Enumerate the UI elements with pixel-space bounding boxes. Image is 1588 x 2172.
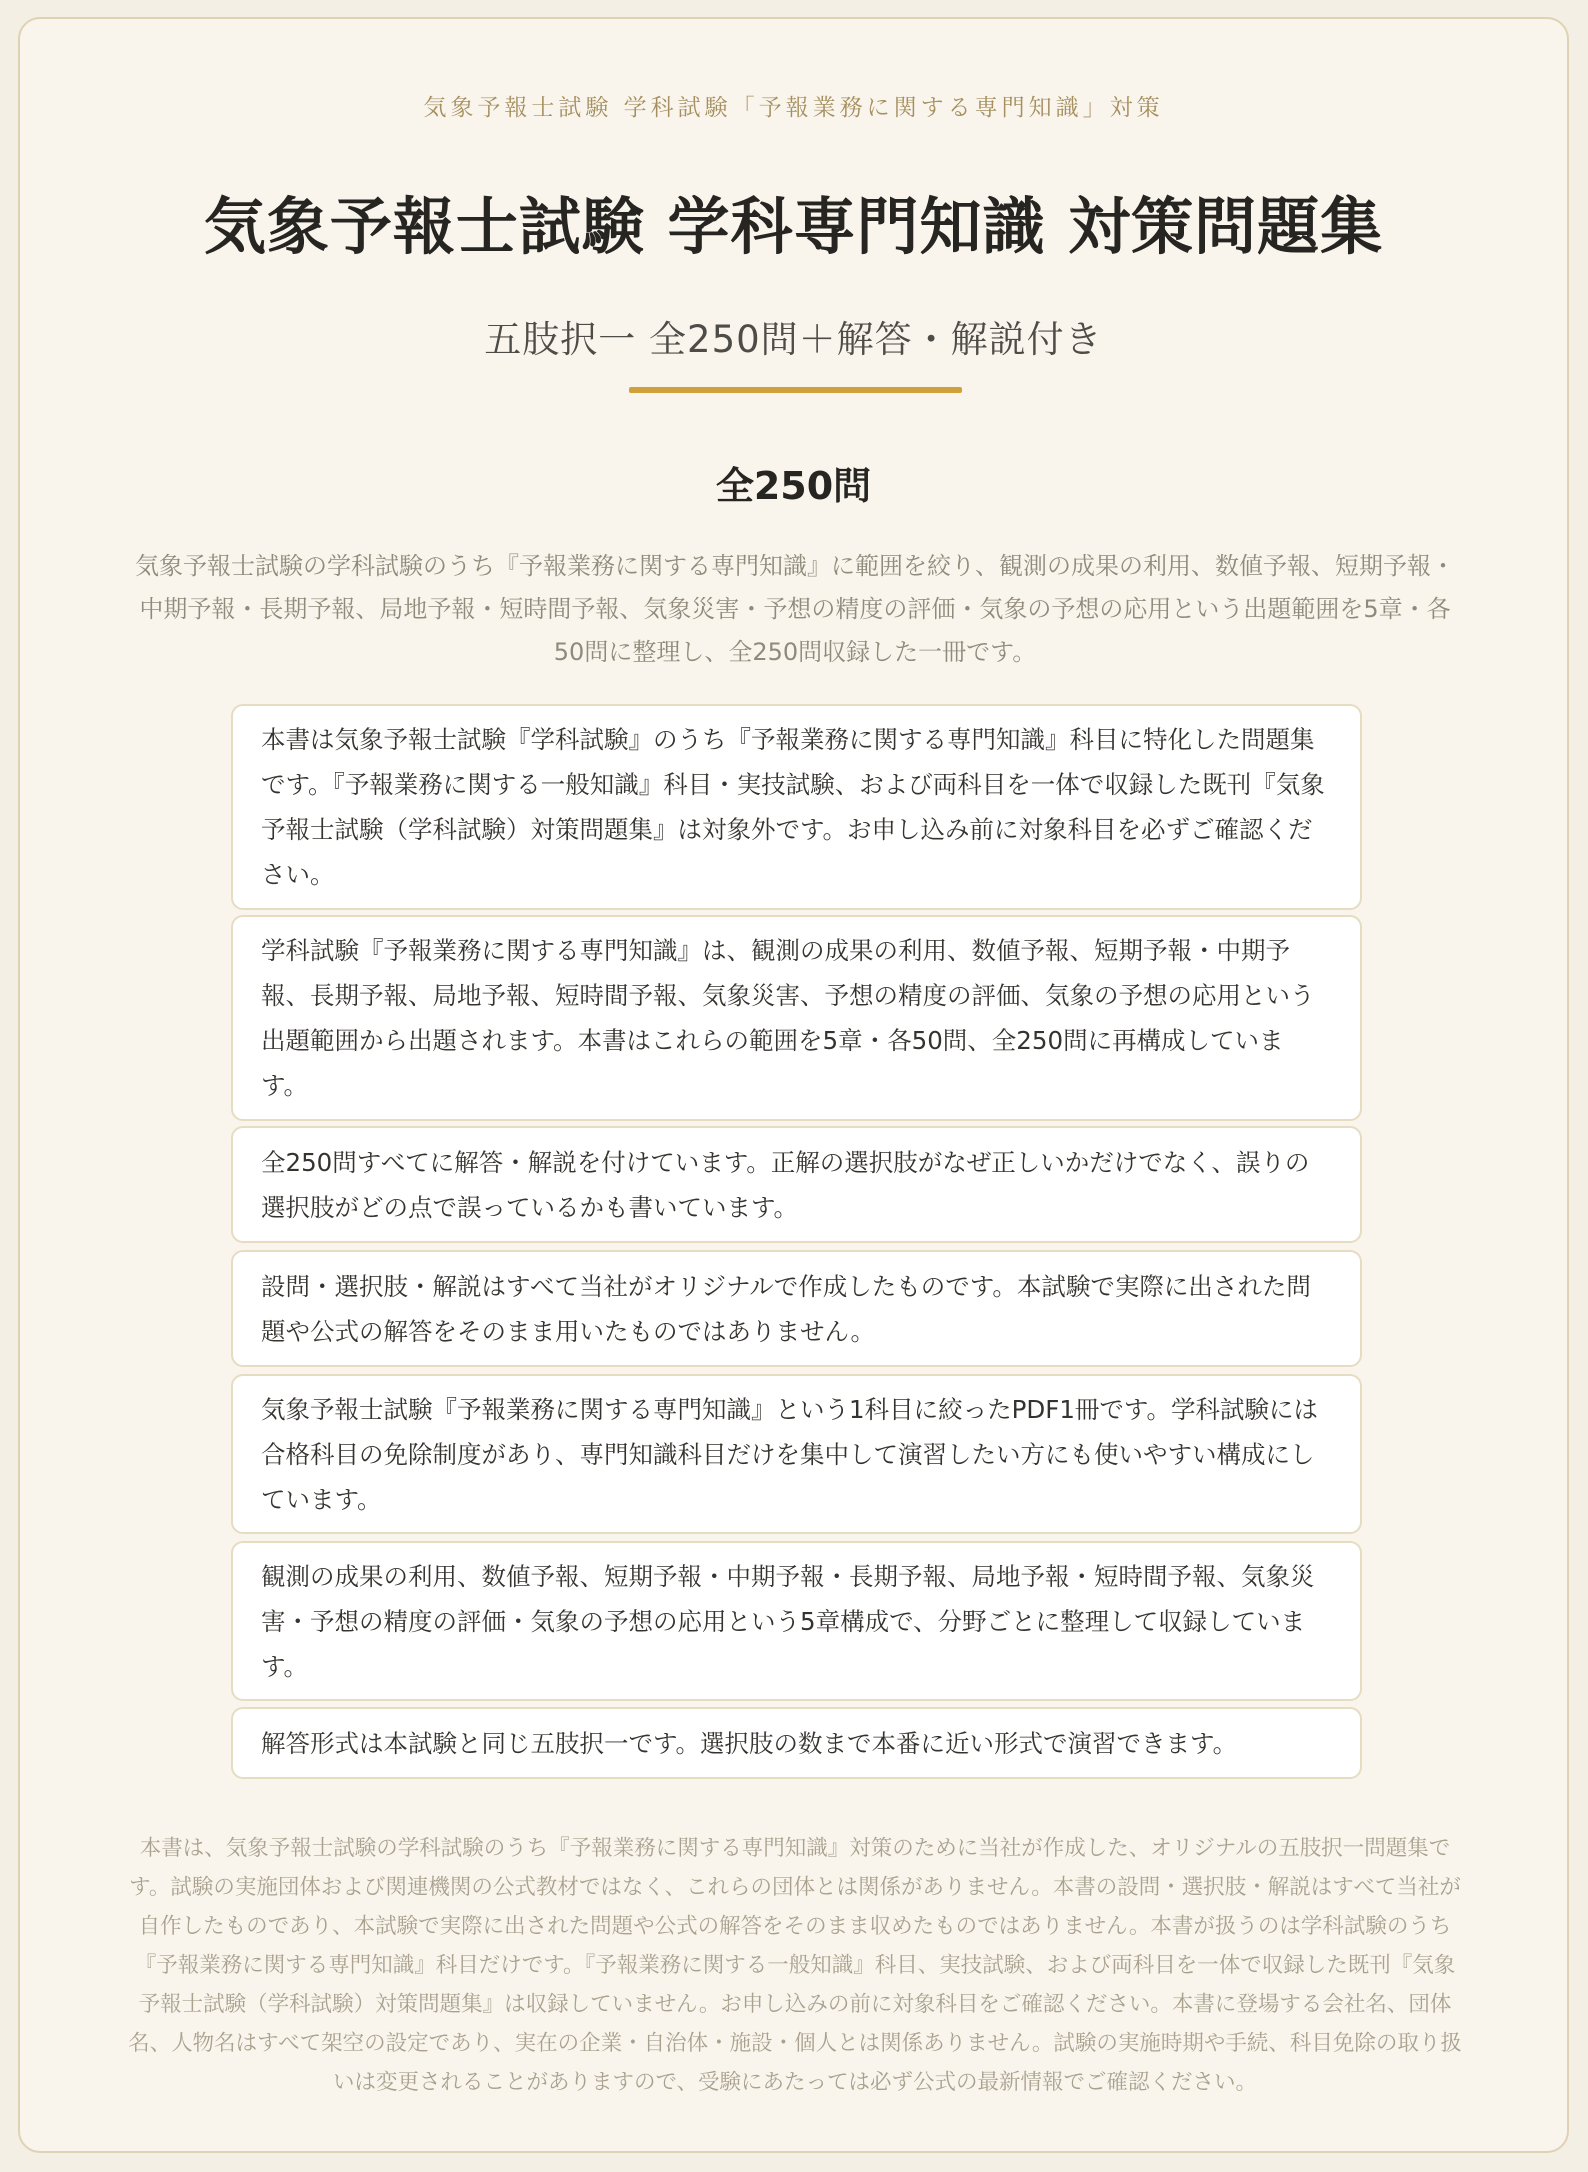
feature-card-exam-range xyxy=(231,915,1362,1121)
feature-card-answer-format xyxy=(231,1707,1362,1779)
feature-card-text: 設問・選択肢・解説はすべて当社がオリジナルで作成したものです。本試験で実際に出された問題や公式の解答をそのまま用いたものではありません。 xyxy=(261,1271,1311,1346)
question-count: 全250問 xyxy=(715,464,872,508)
feature-card-original-content xyxy=(231,1250,1362,1367)
accent-divider xyxy=(629,387,962,393)
disclaimer-text: 本書は、気象予報士試験の学科試験のうち『予報業務に関する専門知識』対策のために当社が作成した、オリジナルの五肢択一問題集です。試験の実施団体および関連機関の公式教材ではなく、これらの団体とは関係がありません。本書の設問・選択肢・解説はすべて当社が自作したものであり、本試験で実際に出された問題や公式の解答をそのまま収めたものではありません。本書が扱うのは学科試験のうち『予報業務に関する専門知識』科目だけです。『予報業務に関する一般知識』科目、実技試験、および両科目を一体で収録した既刊『気象予報士試験（学科試験）対策問題集』は収録していません。お申し込みの前に対象科目をご確認ください。本書に登場する会社名、団体名、人物名はすべて架空の設定であり、実在の企業・自治体・施設・個人とは関係ありません。試験の実施時期や手続、科目免除の取り扱いは変更されることがありますので、受験にあたっては必ず公式の最新情報でご確認ください。 xyxy=(128,1836,1462,2095)
page-title: 気象予報士試験 学科専門知識 対策問題集 xyxy=(203,190,1384,263)
eyebrow-text: 気象予報士試験 学科試験「予報業務に関する専門知識」対策 xyxy=(423,95,1164,121)
feature-card-explanations xyxy=(231,1126,1362,1243)
feature-card-text: 全250問すべてに解答・解説を付けています。正解の選択肢がなぜ正しいかだけでなく、誤りの選択肢がどの点で誤っているかも書いています。 xyxy=(261,1147,1310,1222)
intro-text: 気象予報士試験の学科試験のうち『予報業務に関する専門知識』に範囲を絞り、観測の成果の利用、数値予報、短期予報・中期予報・長期予報、局地予報・短時間予報、気象災害・予想の精度の評価・気象の予想の応用という出題範囲を5章・各50問に整理し、全250問収録した一冊です。 xyxy=(135,552,1455,666)
feature-card-text: 学科試験『予報業務に関する専門知識』は、観測の成果の利用、数値予報、短期予報・中期予報、長期予報、局地予報、短時間予報、気象災害、予想の精度の評価、気象の予想の応用という出題範囲から出題されます。本書はこれらの範囲を5章・各50問、全250問に再構成しています。 xyxy=(261,936,1315,1100)
feature-card-text: 観測の成果の利用、数値予報、短期予報・中期予報・長期予報、局地予報・短時間予報、気象災害・予想の精度の評価・気象の予想の応用という5章構成で、分野ごとに整理して収録しています。 xyxy=(261,1561,1315,1681)
feature-card-text: 気象予報士試験『予報業務に関する専門知識』という1科目に絞ったPDF1冊です。学科試験には合格科目の免除制度があり、専門知識科目だけを集中して演習したい方にも使いやすい構成にしています。 xyxy=(261,1394,1318,1514)
page-subtitle: 五肢択一 全250問＋解答・解説付き xyxy=(484,318,1103,361)
feature-card-subject-scope xyxy=(231,704,1362,910)
product-panel xyxy=(18,17,1569,2153)
feature-card-text: 解答形式は本試験と同じ五肢択一です。選択肢の数まで本番に近い形式で演習できます。 xyxy=(261,1728,1238,1758)
feature-card-text: 本書は気象予報士試験『学科試験』のうち『予報業務に関する専門知識』科目に特化した問題集です。『予報業務に関する一般知識』科目・実技試験、および両科目を一体で収録した既刊『気象予報士試験（学科試験）対策問題集』は対象外です。お申し込み前に対象科目を必ずご確認ください。 xyxy=(261,725,1325,889)
feature-card-single-subject xyxy=(231,1374,1362,1534)
feature-card-chapter-structure xyxy=(231,1541,1362,1701)
